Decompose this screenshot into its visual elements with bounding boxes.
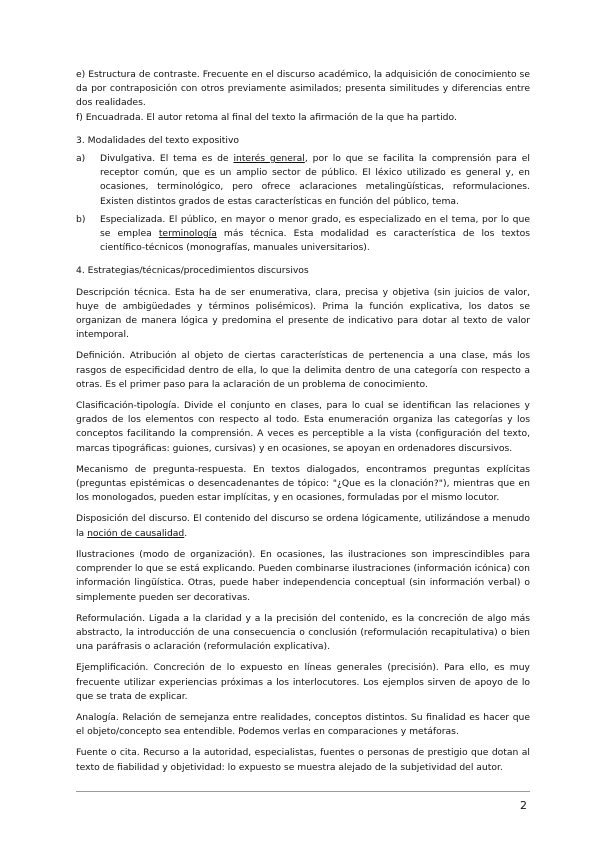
modality-text: Divulgativa. El tema es de interés general, por lo que se facilita la comprensión para el receptor común, que es un amplio sector de público. El léxico utilizado es general y, en ocasiones, terminológico, pero ofrece aclaraciones metalingüísticas, reformulaciones. Existen distintos grados de estas características en función del público, tema. [100,153,530,207]
descripcion-paragraph: Descripción técnica. Esta ha de ser enumerativa, clara, precisa y objetiva (sin juicios de valor, huye de ambigüedades y términos polisémicos). Prima la función explicativa, los datos se organizan de manera lógica y predomina el presente de indicativo para dotar al texto de valor intemporal. [76,286,530,341]
mecanismo-paragraph: Mecanismo de pregunta-respuesta. En textos dialogados, encontramos preguntas explícitas (preguntas epistémicas o desencadenantes de tópico: "¿Que es la clonación?"), mientras que en los monologados, pueden estar implícitas, y en ocasiones, formuladas por el mismo locutor. [76,463,530,504]
disposicion-paragraph: Disposición del discurso. El contenido del discurso se ordena lógicamente, utilizándose a menudo la noción de causalidad. [76,513,530,539]
underlined-term: interés general [233,153,305,165]
list-marker: a) [76,153,86,165]
contrast-structure-paragraph [76,68,530,111]
page-body [76,68,530,775]
modality-item-divulgativa [76,152,530,209]
framed-text: El autor retoma al final del texto la afirmación de la que ha partido. [143,111,457,123]
definicion-paragraph: Definición. Atribución al objeto de ciertas características de pertenencia a una clase, más los rasgos de especificidad dentro de ella, lo que la delimita dentro de una categoría con respecto a otras. Es el primer paso para la aclaración de un problema de conocimiento. [76,350,530,390]
analogia-paragraph: Analogía. Relación de semejanza entre realidades, conceptos distintos. Su finalidad es hacer que el objeto/concepto sea entendible. Podemos verlas en comparaciones y metáforas. [76,711,530,738]
section-3-heading: 3. Modalidades del texto expositivo [76,134,240,146]
contrast-lead: e) Estructura de contraste. [76,69,200,80]
page-number: 2 [520,799,527,812]
ilustraciones-paragraph: Ilustraciones (modo de organización). En ocasiones, las ilustraciones son imprescindibles para comprender lo que se está explicando. Pueden combinarse ilustraciones (información icónica) con información lingüística. Otras, puede haber independencia conceptual (sin información verbal) o simplemente pueden ser decorativas. [76,548,530,603]
fuente-paragraph: Fuente o cita. Recurso a la autoridad, especialistas, fuentes o personas de prestigio que dotan al texto de fiabilidad y objetividad: lo expuesto se muestra alejado de la subjetividad del autor. [76,747,530,773]
contrast-text: Frecuente en el discurso académico, la adquisición de conocimiento se da por contraposición con otros previamente asimilados; presenta similitudes y diferencias entre dos realidades. [76,69,530,109]
clasificacion-paragraph: Clasificación-tipología. Divide el conjunto en clases, para lo cual se identifican las relaciones y grados de los elementos con respecto al todo. Esta enumeración organiza las categorías y los conceptos facilitando la comprensión. A veces es perceptible a la vista (configuración del texto, marcas tipográficas: guiones, cursivas) y en ocasiones, se apoyan en ordenadores discursivos. [76,400,530,454]
underlined-term: noción de causalidad [87,527,185,539]
list-marker: b) [76,213,86,225]
modality-item-especializada [76,213,530,256]
footer-divider [76,791,530,792]
framed-structure-paragraph [76,111,530,125]
underlined-term: terminología [158,228,217,240]
ejemplificacion-paragraph: Ejemplificación. Concreción de lo expuesto en líneas generales (precisión). Para ello, es muy frecuente utilizar experiencias próximas a los interlocutores. Los ejemplos sirven de apoyo de lo que se trata de explicar. [76,662,530,702]
framed-lead: f) Encuadrada. [76,111,144,123]
modality-text: Especializada. El público, en mayor o menor grado, es especializado en el tema, por lo que se emplea terminología más técnica. Esta modalidad es característica de los textos científico-técnicos (monografías, manuales universitarios). [100,213,530,254]
section-4-heading: 4. Estrategias/técnicas/procedimientos discursivos [76,265,309,277]
reformulacion-paragraph: Reformulación. Ligada a la claridad y a la precisión del contenido, es la concreción de algo más abstracto, la introducción de una consecuencia o conclusión (reformulación recapitulativa) o bien una paráfrasis o aclaración (reformulación explicativa). [76,612,530,653]
